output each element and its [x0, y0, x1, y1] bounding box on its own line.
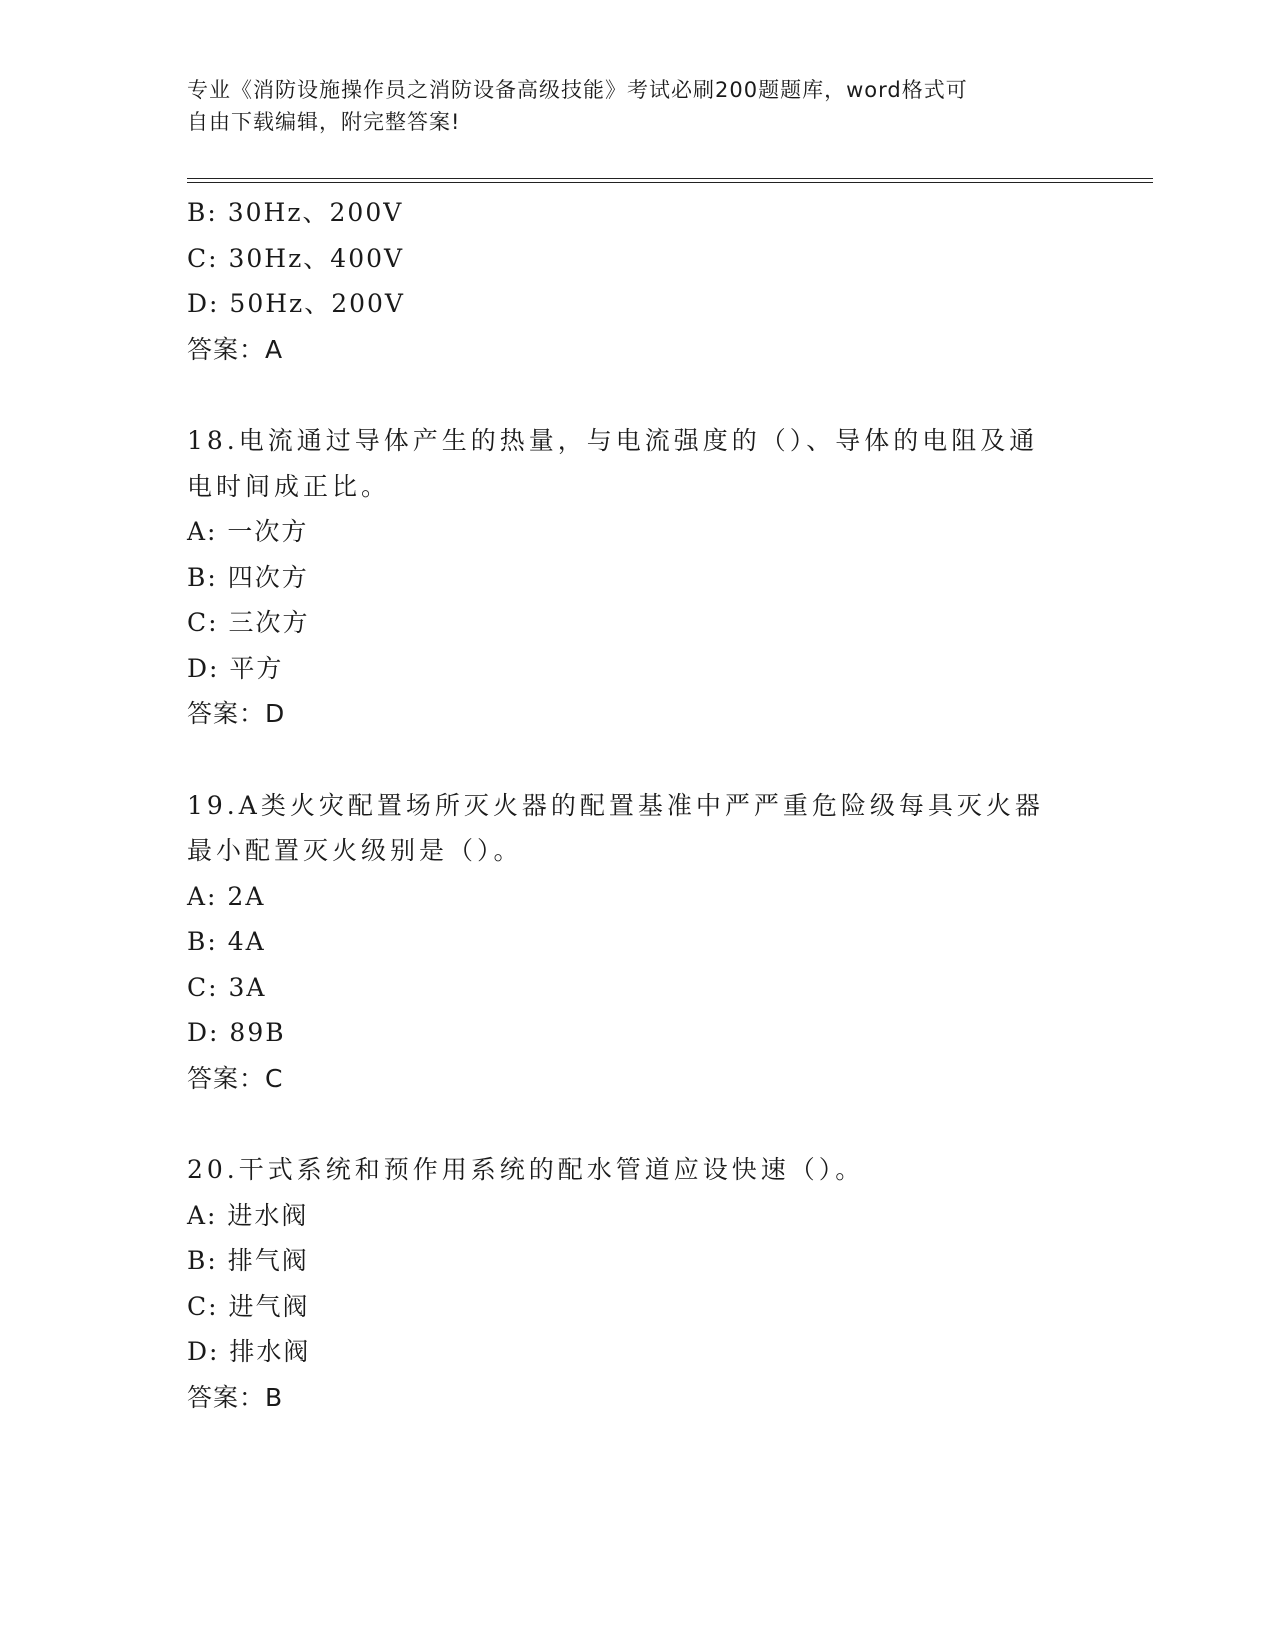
option-b: B: 四次方: [187, 562, 309, 592]
option-a: A: 进水阀: [187, 1200, 309, 1230]
option-d: D: 排水阀: [187, 1337, 311, 1366]
question-20: [187, 1147, 1067, 1420]
option-c: C: 3A: [187, 972, 267, 1002]
option-b: B: 30Hz、200V: [187, 198, 404, 227]
option-c: C: 三次方: [187, 608, 310, 637]
question-title: 20.干式系统和预作用系统的配水管道应设快速（）。: [187, 1155, 865, 1184]
option-c: C: 进气阀: [187, 1291, 310, 1321]
spacer: [187, 1101, 1067, 1147]
option-c: C: 30Hz、400V: [187, 243, 405, 273]
spacer: [187, 737, 1067, 783]
header-line-2: 自由下载编辑，附完整答案!: [187, 110, 461, 134]
option-a: A: 2A: [187, 881, 266, 911]
option-d: D: 50Hz、200V: [187, 289, 405, 318]
option-b: B: 排气阀: [187, 1246, 309, 1275]
answer-line: 答案：D: [187, 699, 286, 728]
option-a: A: 一次方: [187, 517, 309, 546]
question-title: 18.电流通过导体产生的热量，与电流强度的（）、导体的电阻及通电时间成正比。: [187, 426, 1039, 501]
option-d: D: 平方: [187, 653, 284, 683]
question-18: [187, 418, 1067, 737]
header-line-1: 专业《消防设施操作员之消防设备高级技能》考试必刷200题题库，word格式可: [187, 78, 968, 102]
answer-line: 答案：C: [187, 1063, 284, 1093]
question-list: [187, 190, 1067, 1420]
header-divider-top: [187, 178, 1153, 179]
question-title: 19.A类火灾配置场所灭火器的配置基准中严严重危险级每具灭火器最小配置灭火级别是（）。: [187, 790, 1044, 865]
spacer: [187, 372, 1067, 418]
answer-line: 答案：B: [187, 1382, 284, 1412]
question-17-continued: [187, 190, 1067, 372]
answer-line: 答案：A: [187, 334, 284, 364]
header-divider-bottom: [187, 182, 1153, 183]
option-d: D: 89B: [187, 1018, 286, 1047]
option-b: B: 4A: [187, 927, 266, 956]
document-header: [187, 74, 1067, 138]
question-19: [187, 783, 1067, 1102]
